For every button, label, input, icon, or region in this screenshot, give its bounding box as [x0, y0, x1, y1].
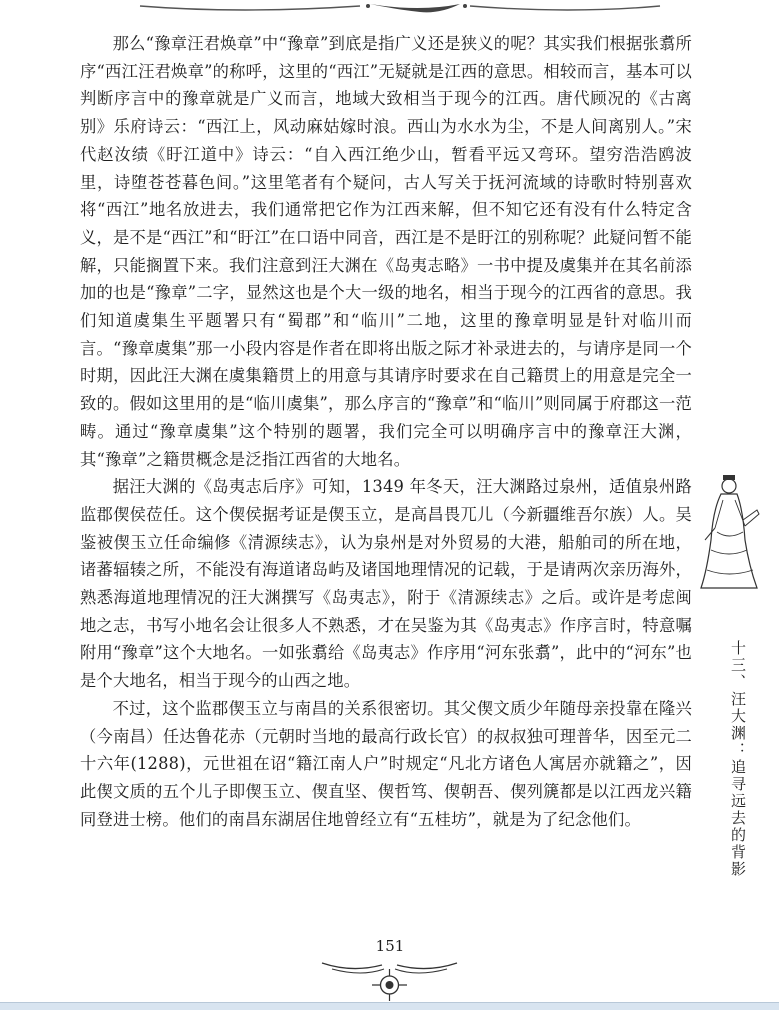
top-ornament-icon [120, 0, 680, 20]
body-text [80, 30, 692, 833]
paragraph-1: 那么“豫章汪君焕章”中“豫章”到底是指广义还是狭义的呢？其实我们根据张翥所序“西江汪君焕章”的称呼，这里的“西江”无疑就是江西的意思。相较而言，基本可以判断序言中的豫章就是广义而言，地域大致相当于现今的江西。唐代顾况的《古离别》乐府诗云：“西江上，风动麻姑嫁时浪。西山为水水为尘，不是人间离别人。”宋代赵汝绩《盱江道中》诗云：“自入西江绝少山，暂看平远又弯环。望穷浩浩鸥波里，诗堕苍苍暮色间。”这里笔者有个疑问，古人写关于抚河流域的诗歌时特别喜欢将“西江”地名放进去，我们通常把它作为江西来解，但不知它还有没有什么特定含义，是不是“西江”和“盱江”在口语中同音，西江是不是盱江的别称呢？此疑问暂不能解，只能搁置下来。我们注意到汪大渊在《岛夷志略》一书中提及虞集并在其名前添加的也是“豫章”二字，显然这也是个大一级的地名，相当于现今的江西省的意思。我们知道虞集生平题署只有“蜀郡”和“临川”二地，这里的豫章明显是针对临川而言。“豫章虞集”那一小段内容是作者在即将出版之际才补录进去的，与请序是同一个时期，因此汪大渊在虞集籍贯上的用意与其请序时要求在自己籍贯上的用意是完全一致的。假如这里用的是“临川虞集”，那么序言的“豫章”和“临川”则同属于府郡这一范畴。通过“豫章虞集”这个特别的题署，我们完全可以明确序言中的豫章汪大渊，其“豫章”之籍贯概念是泛指江西省的大地名。 [80, 34, 692, 469]
paragraph-2: 据汪大渊的《岛夷志后序》可知，1349 年冬天，汪大渊路过泉州，适值泉州路监郡偰侯莅任。这个偰侯据考证是偰玉立，是高昌畏兀儿（今新疆维吾尔族）人。吴鉴被偰玉立任命编修《清源续志》，认为泉州是对外贸易的大港，船舶司的所在地，诸蕃辐辏之所，不能没有海道诸岛屿及诸国地理情况的记载，于是请两次亲历海外，熟悉海道地理情况的汪大渊撰写《岛夷志》，附于《清源续志》之后。或许是考虑闽地之志，书写小地名会让很多人不熟悉，才在吴鉴为其《岛夷志》作序言时，特意嘱附用“豫章”这个大地名。一如张翥给《岛夷志》作序用“河东张翥”，此中的“河东”也是个大地名，相当于现今的山西之地。 [80, 477, 692, 691]
bottom-ornament-icon [312, 955, 467, 1003]
chapter-side-title: 十三、汪大渊：追寻远去的背影 [729, 640, 747, 878]
paragraph-3: 不过，这个监郡偰玉立与南昌的关系很密切。其父偰文质少年随母亲投靠在隆兴（今南昌）任达鲁花赤（元朝时当地的最高行政长官）的叔叔独可理普华，因至元二十六年(1288)，元世祖在诏“籍江南人户”时规定“凡北方诸色人寓居亦就籍之”，因此偰文质的五个儿子即偰玉立、偰直坚、偰哲笃、偰朝吾、偰列篪都是以江西龙兴籍同登进士榜。他们的南昌东湖居住地曾经立有“五桂坊”，就是为了纪念他们。 [80, 698, 692, 829]
scholar-figure-icon [693, 470, 765, 592]
page-number: 151 [375, 937, 405, 955]
